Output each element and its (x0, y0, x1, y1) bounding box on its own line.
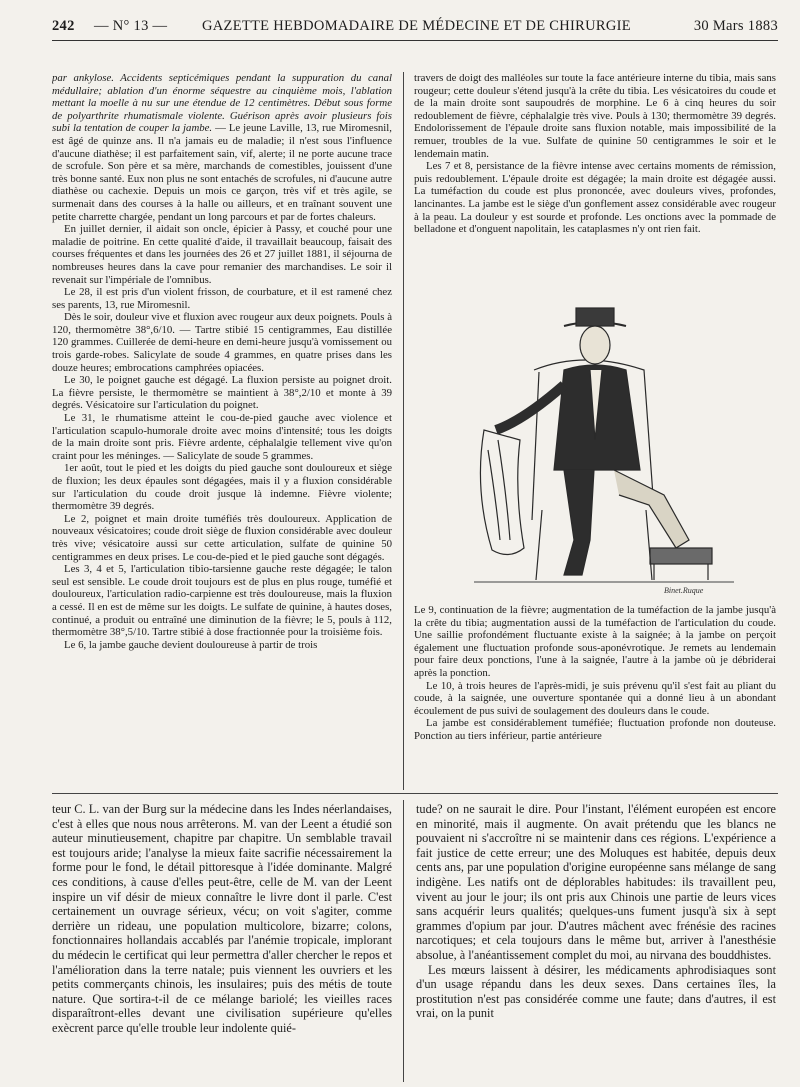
paragraph: Le 31, le rhumatisme atteint le cou-de-pied gauche avec violence et l'articulation scapulo-humorale droite avec moins d'intensité; tous les doigts de la main droite sont pris. Fièvre ardente, céphalalgie tellement vive qu'on craint pour les méninges. — Salicylate de soude 5 grammes. (52, 412, 392, 462)
engraver-signature: Binet.Ruque (664, 586, 704, 595)
column-divider (403, 800, 404, 1082)
paragraph: travers de doigt des malléoles sur toute la face antérieure interne du tibia, mais sans rougeur; cette douleur s'étend jusqu'à la crête du tibia. Les vésicatoires du coude et de la main droite sont saupoudrés de morphine. Le 6 à cinq heures du soir redoublement de fièvre, céphalalgie très vive. Pouls à 130; thermomètre 39 degrés. Endolorissement de l'épaule droite sans fluxion notable, mais impossibilité de la remuer, troubles de la vue. Sulfate de quinine 50 centigrammes le soir et le lendemain matin. (414, 72, 776, 160)
issue-date: 30 Mars 1883 (693, 18, 778, 34)
paragraph: Dès le soir, douleur vive et fluxion avec rougeur aux deux poignets. Pouls à 120, thermomètre 38°,6/10. — Tartre stibié 15 centigrammes, Eau distillée 120 grammes. Cuillerée de demi-heure en demi-heure jusqu'à vomissement ou trois garde-robes. Salicylate de soude 4 grammes, en quatre prises dans les douze heures; embrocations camphrées opiacées. (52, 311, 392, 374)
journal-title: GAZETTE HEBDOMADAIRE DE MÉDECINE ET DE CHIRURGIE (202, 18, 631, 34)
review-column-left (52, 802, 392, 1084)
paragraph: Le 2, poignet et main droite tuméfiés très douloureux. Application de nouveaux vésicatoires; coude droit siège de fluxion considérable avec douleur très vive; vésicatoire aussi sur cette articulation, sulfate de quinine 50 centigrammes en deux prises. Le cou-de-pied et le pied gauche sont dégagés. (52, 512, 392, 563)
paragraph: Le 28, il est pris d'un violent frisson, de courbature, et il est ramené chez ses parents, 13, rue Miromesnil. (52, 286, 392, 311)
paragraph: Le 9, continuation de la fièvre; augmentation de la tuméfaction de la jambe jusqu'à la crête du tibia; augmentation aussi de la tuméfaction de l'articulation du coude. Une saillie profondément fluctuante existe à la saignée; à la jambe on perçoit également une fluctuation profonde sous-aponévrotique. Je remets au lendemain pour faire deux ponctions, l'une à la saignée, l'autre à la jambe où je débriderai après la ponction. (414, 604, 776, 679)
paragraph: Les mœurs laissent à désirer, les médicaments aphrodisiaques sont d'un usage répandu dans les deux sexes. Dans certaines îles, la prostitution n'est pas considérée comme une faute; dans d'autres, il est vrai, on la punit (416, 962, 776, 1021)
paragraph: tude? on ne saurait le dire. Pour l'instant, l'élément européen est encore en minorité, mais il augmente. On avait prétendu que les blancs ne pouvaient ni s'accroître ni se maintenir dans ces régions. L'expérience a fait justice de cette erreur; une des Moluques est habitée, depuis deux cents ans, par une population d'origine européenne sans mélange de sang indigène. Les natifs ont de déplorables habitudes: ils travaillent peu, vivent au jour le jour; ils ont pris aux Chinois une partie de leurs vices sans acquérir leurs qualités; quelques-uns fument jusqu'à six à sept grammes d'opium par jour. D'autres mâchent avec frénésie des racines narcotiques; et cela toujours dans le même but, arriver à l'anesthésie absolue, à l'anéantissement complet du moi, au nirvana des bouddhistes. (416, 802, 776, 962)
paragraph: Le 6, la jambe gauche devient douloureuse à partir de trois (64, 638, 318, 651)
article-intro (52, 72, 392, 223)
article-column-left (52, 72, 392, 790)
paragraph: Les 3, 4 et 5, l'articulation tibio-tarsienne gauche reste dégagée; le talon seul est sensible. Le coude droit toujours est de plus en plus rouge, tuméfié et douloureux, l'articulation radio-carpienne est très douloureuse, mais la fluxion a cessé. Il en est de même sur les doigts. Le sulfate de quinine, à hautes doses, continué, a produit ou entraîné une diminution de la fièvre; le 5, pouls à 112, thermomètre 38°,5/10. Tartre stibié à dose fractionnée pour la troisième fois. (52, 563, 392, 639)
paragraph: Les 7 et 8, persistance de la fièvre intense avec certains moments de rémission, puis redoublement. L'épaule droite est dégagée; la main droite est dégagée aussi. La tuméfaction du coude est plus prononcée, avec douleurs vives, profondes, lancinantes. La jambe est le siège d'un gonflement assez considérable avec rougeur à la peau. La douleur y est sourde et profonde. Les onctions avec la pommade de belladone et d'onguent napolitain, les cataplasmes n'y ont rien fait. (414, 160, 776, 236)
paragraph: La jambe est considérablement tuméfiée; fluctuation profonde non douteuse. Ponction au tiers inférieur, partie antérieure (414, 717, 776, 742)
column-divider (403, 72, 404, 790)
paragraph: teur C. L. van der Burg sur la médecine dans les Indes néerlandaises, c'est à elles que nous nous arrêterons. M. van der Leent a étudié son auteur minutieusement, chapitre par chapitre. Un semblable travail est toujours aride; l'analyse la mieux faite sacrifie nécessairement la forme pour le fond, le détail pittoresque à l'idée dominante. Malgré ces conditions, à cause d'elles peut-être, celle de M. van der Leent inspire un vif désir de mieux connaître le livre dont il parle. C'est certainement un ouvrage sérieux, vécu; on voit s'agiter, comme derrière un rideau, une population multicolore, bizarre; colons, fonctionnaires hollandais accablés par l'anémie tropicale, implorant du médecin le certificat qui leur permettra d'aller chercher le repos et l'amélioration dans la terre natale; puis viennent les ouvriers et les petits commerçants chinois, les insulaires; puis des métis de toute nature. Que sortira-t-il de ce mélange bariolé; les vieilles races disparaîtront-elles devant une civilisation supérieure qu'elles exècrent parce qu'elle trouble leur indolente quié- (52, 802, 392, 1035)
page-header (52, 14, 778, 41)
engraving-illustration (414, 290, 776, 596)
issue-number: — N° 13 — (94, 18, 168, 34)
section-divider (52, 793, 778, 794)
review-column-right (416, 802, 776, 1084)
page-number: 242 (52, 18, 75, 34)
case-summary: par ankylose. Accidents septicémiques pendant la suppuration du canal médullaire; ablation d'un énorme séquestre au cinquième mois, l'ablation mettant la moelle à nu sur une étendue de 12 centimètres. Début sous forme de polyarthrite rhumatismale violente. Guérison après avoir plusieurs fois subi la tentation de couper la jambe. (52, 72, 392, 135)
article-column-right-lower (414, 604, 776, 790)
paragraph: Le 30, le poignet gauche est dégagé. La fluxion persiste au poignet droit. La fièvre persiste, le thermomètre se maintient à 38°,2/10 et monte à 39 degrés. Vésicatoire sur l'articulation du poignet. (52, 374, 392, 412)
case-intro-text: — Le jeune Laville, 13, rue Miromesnil, est âgé de quinze ans. Il n'a jamais eu de maladie; il n'est sous l'influence d'aucune diathèse; il est parfaitement sain, vif, alerte; il ne porte aucune trace de scrofule. Son père et sa mère, marchands de comestibles, jouissent d'une très bonne santé. Eux non plus ne sont entachés de scrofules, ni d'aucune autre diathèse ou cachexie. Depuis un mois ce garçon, très vif et très agile, se surmenait dans des courses à la halle ou ailleurs, et en traînant souvent une petite charrette chargée, pendant un long parcours et par de fortes chaleurs. (52, 122, 392, 223)
paragraph: En juillet dernier, il aidait son oncle, épicier à Passy, et couché pour une maladie de poitrine. En cette qualité d'aide, il travaillait beaucoup, faisait des courses fréquentes et dans les journées des 26 et 27 juillet 1881, il séjourna de nombreuses heures dans la cave pour remanier des marchandises. Le soir il revenait sur l'impériale de l'omnibus. (52, 223, 392, 286)
article-column-right-upper (414, 72, 776, 282)
paragraph: Le 10, à trois heures de l'après-midi, je suis prévenu qu'il s'est fait au pliant du coude, à la saignée, une ouverture spontanée qui a donné lieu à un abondant écoulement de pus suivi de soulagement des douleurs dans le coude. (414, 679, 776, 717)
paragraph: 1er août, tout le pied et les doigts du pied gauche sont douloureux et siège de fluxion; les deux épaules sont dégagées, mais il y a fluxion considérable sur l'articulation du coude droit jusque là indemne. Fièvre violente; thermomètre 39 degrés. (52, 462, 392, 513)
